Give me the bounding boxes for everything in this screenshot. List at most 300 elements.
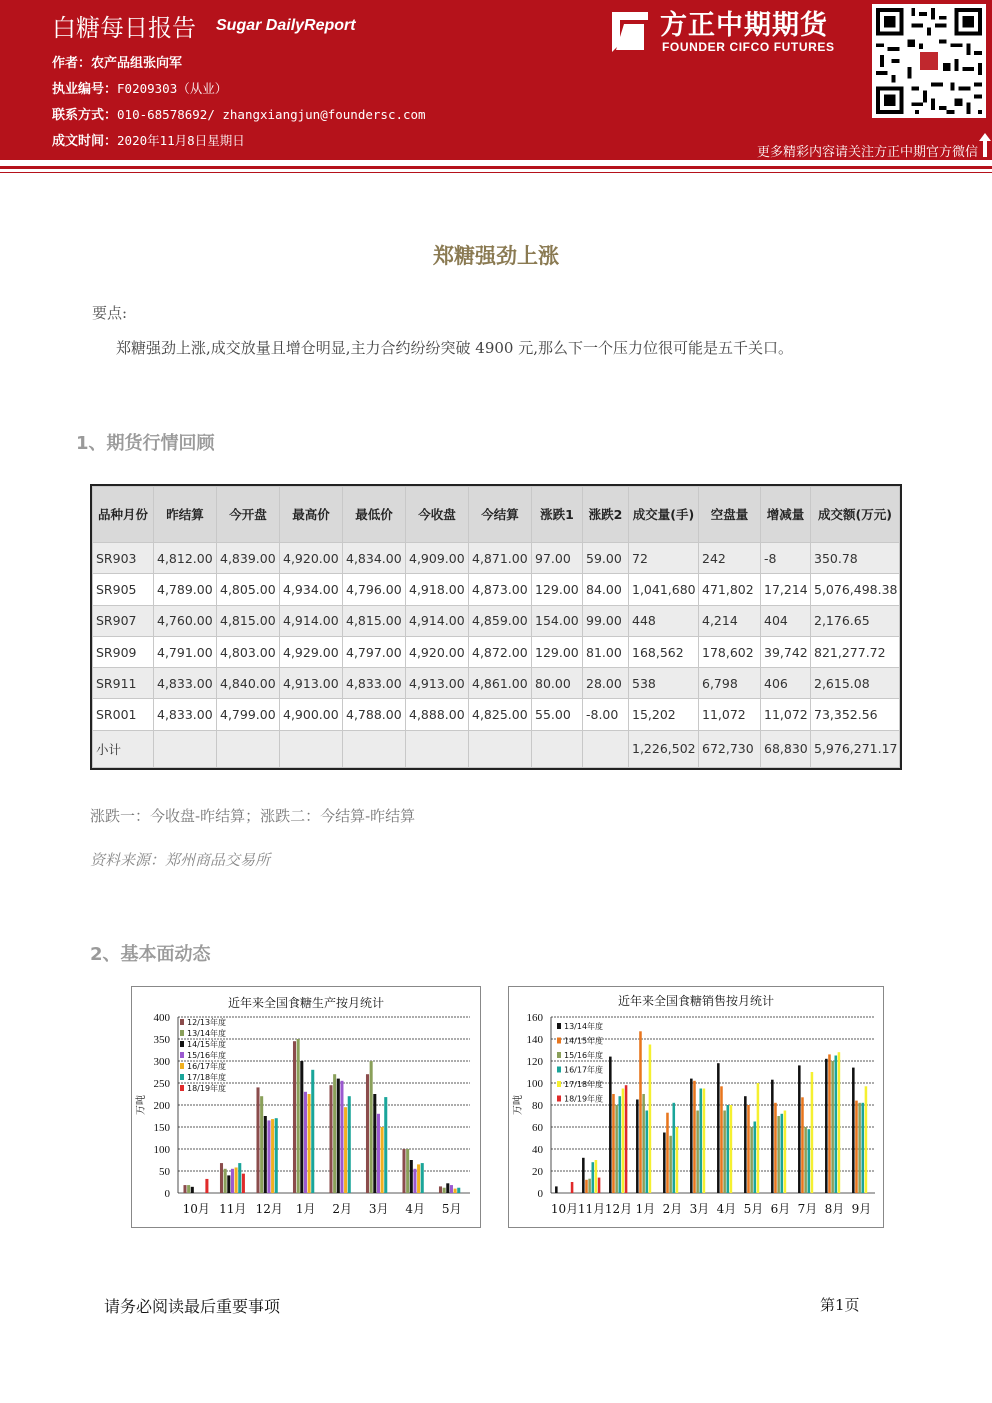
- y-tick-label: 60: [532, 1122, 543, 1134]
- y-tick-label: 0: [164, 1188, 170, 1200]
- page-number: 第1页: [820, 1296, 860, 1314]
- bar: [804, 1127, 807, 1193]
- bar: [297, 1039, 300, 1193]
- table-cell: 17,214: [761, 574, 811, 605]
- bar: [639, 1031, 642, 1193]
- table-cell: 4,918.00: [406, 574, 469, 605]
- bar: [747, 1105, 750, 1193]
- bar: [646, 1111, 649, 1194]
- chart-title: 近年来全国食糖销售按月统计: [617, 994, 775, 1008]
- x-tick-label: 11月: [219, 1202, 247, 1216]
- bar: [676, 1127, 679, 1193]
- table-cell: 4,812.00: [154, 543, 217, 574]
- bar: [373, 1094, 376, 1193]
- bar: [205, 1179, 208, 1193]
- x-tick-label: 11月: [577, 1202, 606, 1216]
- contact-line: 联系方式：010-68578692/ zhangxiangjun@foundersc.com: [52, 107, 426, 123]
- bar: [801, 1097, 804, 1193]
- table-cell: 4,888.00: [406, 699, 469, 730]
- bar: [406, 1149, 409, 1193]
- legend-label: 13/14年度: [187, 1029, 227, 1038]
- table-cell: [583, 730, 629, 767]
- table-cell: 11,072: [761, 699, 811, 730]
- table-cell: 6,798: [699, 668, 761, 699]
- bar: [649, 1045, 652, 1194]
- table-cell: 15,202: [629, 699, 699, 730]
- table-cell: [217, 730, 280, 767]
- bar: [410, 1160, 413, 1193]
- bar: [754, 1122, 757, 1194]
- table-cell: [154, 730, 217, 767]
- report-header: [0, 0, 992, 160]
- bar: [304, 1092, 307, 1193]
- column-header: 今开盘: [217, 487, 280, 543]
- bar: [757, 1083, 760, 1193]
- table-cell: -8.00: [583, 699, 629, 730]
- legend-label: 18/19年度: [187, 1084, 227, 1093]
- table-cell: 4,825.00: [469, 699, 532, 730]
- bar: [774, 1103, 777, 1193]
- legend-swatch: [557, 1096, 561, 1102]
- bar: [619, 1096, 622, 1193]
- table-cell: 2,176.65: [811, 605, 900, 636]
- bar: [720, 1086, 723, 1193]
- bar: [808, 1129, 811, 1193]
- bar: [370, 1061, 373, 1193]
- bar: [717, 1063, 720, 1193]
- bar: [413, 1169, 416, 1193]
- bar: [439, 1186, 442, 1193]
- table-cell: 178,602: [699, 636, 761, 667]
- table-cell: 4,929.00: [280, 636, 343, 667]
- y-tick-label: 200: [153, 1100, 170, 1112]
- bar: [231, 1169, 234, 1193]
- bar: [220, 1163, 223, 1193]
- x-tick-label: 2月: [662, 1202, 683, 1216]
- y-axis-label: 万吨: [136, 1095, 147, 1115]
- legend-label: 16/17年度: [564, 1065, 604, 1075]
- legend-label: 12/13年度: [187, 1018, 227, 1027]
- table-cell: 97.00: [532, 543, 583, 574]
- table-cell: 28.00: [583, 668, 629, 699]
- table-cell: 4,909.00: [406, 543, 469, 574]
- table-row: [93, 699, 900, 730]
- bar: [340, 1081, 343, 1193]
- column-header: 昨结算: [154, 487, 217, 543]
- bar: [275, 1118, 278, 1193]
- bar: [402, 1149, 405, 1193]
- x-tick-label: 1月: [295, 1202, 316, 1216]
- legend-swatch: [557, 1052, 561, 1058]
- chart-title: 近年来全国食糖生产按月统计: [227, 996, 385, 1010]
- bar: [235, 1167, 238, 1193]
- table-cell: 4,840.00: [217, 668, 280, 699]
- table-cell: 4,760.00: [154, 605, 217, 636]
- bar: [777, 1116, 780, 1193]
- y-tick-label: 50: [159, 1166, 170, 1178]
- contract-cell: SR001: [93, 699, 154, 730]
- y-axis-label: 万吨: [513, 1095, 524, 1115]
- bar: [191, 1187, 194, 1193]
- bar: [744, 1096, 747, 1193]
- bar: [421, 1163, 424, 1193]
- table-cell: 80.00: [532, 668, 583, 699]
- bar: [862, 1103, 865, 1193]
- bar: [585, 1180, 588, 1193]
- bar: [838, 1052, 841, 1193]
- table-cell: 4,799.00: [217, 699, 280, 730]
- bar: [582, 1158, 585, 1193]
- column-header: 最高价: [280, 487, 343, 543]
- x-tick-label: 12月: [255, 1202, 283, 1216]
- table-cell: 404: [761, 605, 811, 636]
- table-cell: 84.00: [583, 574, 629, 605]
- x-tick-label: 4月: [716, 1202, 737, 1216]
- legend-swatch: [180, 1063, 184, 1069]
- bar: [224, 1169, 227, 1193]
- column-header: 涨跌1: [532, 487, 583, 543]
- y-tick-label: 160: [526, 1012, 543, 1024]
- bar: [381, 1127, 384, 1193]
- column-header: 品种月份: [93, 487, 154, 543]
- column-header: 今结算: [469, 487, 532, 543]
- bar: [271, 1119, 274, 1193]
- bar: [727, 1105, 730, 1193]
- table-cell: 4,914.00: [406, 605, 469, 636]
- column-header: 空盘量: [699, 487, 761, 543]
- table-cell: 4,803.00: [217, 636, 280, 667]
- x-tick-label: 2月: [332, 1202, 353, 1216]
- x-tick-label: 4月: [405, 1202, 426, 1216]
- table-cell: 4,805.00: [217, 574, 280, 605]
- author-line: 作者：农产品组张向军: [52, 56, 183, 71]
- author-name: 农产品组张向军: [91, 56, 183, 71]
- legend-label: 17/18年度: [187, 1073, 227, 1082]
- table-cell: -8: [761, 543, 811, 574]
- bar: [256, 1087, 259, 1193]
- bar: [855, 1101, 858, 1193]
- legend-swatch: [180, 1052, 184, 1058]
- bar: [622, 1089, 625, 1194]
- bar: [615, 1105, 618, 1193]
- x-tick-label: 10月: [182, 1202, 210, 1216]
- table-cell: 242: [699, 543, 761, 574]
- table-cell: 448: [629, 605, 699, 636]
- table-cell: 81.00: [583, 636, 629, 667]
- date-line: 成文时间：2020年11月8日星期日: [52, 133, 245, 149]
- table-cell: 1,041,680: [629, 574, 699, 605]
- bar: [811, 1072, 814, 1193]
- y-tick-label: 100: [526, 1078, 543, 1090]
- y-tick-label: 20: [532, 1166, 543, 1178]
- table-cell: 39,742: [761, 636, 811, 667]
- legend-swatch: [180, 1019, 184, 1025]
- table-header-row: [93, 487, 900, 543]
- y-tick-label: 250: [153, 1078, 170, 1090]
- table-cell: 68,830: [761, 730, 811, 767]
- legend-label: 13/14年度: [564, 1022, 604, 1031]
- table-cell: 821,277.72: [811, 636, 900, 667]
- bar: [227, 1175, 230, 1193]
- bar: [858, 1103, 861, 1193]
- bar: [642, 1094, 645, 1193]
- x-tick-label: 10月: [550, 1202, 579, 1216]
- bar: [457, 1188, 460, 1193]
- table-cell: 4,859.00: [469, 605, 532, 636]
- table-cell: [406, 730, 469, 767]
- table-cell: 4,833.00: [154, 668, 217, 699]
- bar: [636, 1100, 639, 1194]
- contract-cell: SR909: [93, 636, 154, 667]
- table-cell: 72: [629, 543, 699, 574]
- sugar-sales-chart: [508, 986, 884, 1228]
- y-tick-label: 0: [537, 1188, 543, 1200]
- contract-cell: 小计: [93, 730, 154, 767]
- chart-canvas: [509, 987, 883, 1227]
- bar: [443, 1188, 446, 1193]
- key-points-label: 要点:: [92, 304, 128, 322]
- sugar-production-chart: [131, 986, 481, 1228]
- table-cell: 73,352.56: [811, 699, 900, 730]
- report-subtitle: Sugar DailyReport: [216, 17, 356, 34]
- license-number: F0209303（从业）: [117, 81, 228, 96]
- bar: [311, 1070, 314, 1193]
- table-cell: 4,833.00: [154, 699, 217, 730]
- bar: [673, 1103, 676, 1193]
- bar: [366, 1074, 369, 1193]
- contract-cell: SR905: [93, 574, 154, 605]
- bar: [669, 1136, 672, 1193]
- bar: [865, 1086, 868, 1193]
- y-tick-label: 150: [153, 1122, 170, 1134]
- legend-label: 18/19年度: [564, 1094, 604, 1104]
- x-tick-label: 3月: [368, 1202, 389, 1216]
- table-cell: 55.00: [532, 699, 583, 730]
- futures-quote-table: [90, 484, 902, 770]
- bar: [831, 1061, 834, 1193]
- x-tick-label: 1月: [635, 1202, 656, 1216]
- table-note-definitions: 涨跌一：今收盘-昨结算；涨跌二：今结算-昨结算: [90, 807, 416, 825]
- section-heading-futures-review: 1、期货行情回顾: [76, 433, 215, 454]
- table-row: [93, 636, 900, 667]
- table-cell: 4,914.00: [280, 605, 343, 636]
- column-header: 成交额(万元): [811, 487, 900, 543]
- table-cell: 129.00: [532, 636, 583, 667]
- bar: [612, 1094, 615, 1193]
- table-cell: 4,796.00: [343, 574, 406, 605]
- legend-label: 14/15年度: [564, 1036, 604, 1046]
- header-divider-thin: [0, 172, 992, 173]
- bar: [337, 1079, 340, 1193]
- table-cell: 2,615.08: [811, 668, 900, 699]
- bar: [828, 1054, 831, 1193]
- license-line: 执业编号：F0209303（从业）: [52, 81, 228, 97]
- legend-swatch: [557, 1038, 561, 1044]
- table-cell: 4,833.00: [343, 668, 406, 699]
- bar: [666, 1113, 669, 1193]
- x-tick-label: 7月: [797, 1202, 818, 1216]
- bar: [730, 1105, 733, 1193]
- table-cell: 4,797.00: [343, 636, 406, 667]
- column-header: 成交量(手): [629, 487, 699, 543]
- y-tick-label: 140: [526, 1034, 543, 1046]
- table-cell: [280, 730, 343, 767]
- bar: [446, 1183, 449, 1193]
- bar: [703, 1089, 706, 1194]
- bar: [723, 1111, 726, 1194]
- column-header: 最低价: [343, 487, 406, 543]
- legend-swatch: [180, 1041, 184, 1047]
- x-tick-label: 5月: [441, 1202, 462, 1216]
- bar: [595, 1160, 598, 1193]
- table-row: [93, 605, 900, 636]
- table-cell: 4,214: [699, 605, 761, 636]
- header-divider: [0, 166, 992, 169]
- table-cell: 4,913.00: [406, 668, 469, 699]
- chart-canvas: [132, 987, 480, 1227]
- y-tick-label: 100: [153, 1144, 170, 1156]
- bar: [750, 1127, 753, 1193]
- data-source-note: 资料来源：郑州商品交易所: [90, 851, 271, 869]
- bar: [784, 1111, 787, 1194]
- table-cell: 4,920.00: [406, 636, 469, 667]
- bar: [852, 1068, 855, 1193]
- bar: [700, 1089, 703, 1194]
- quote-table-grid: [92, 486, 900, 768]
- brand-name-en: FOUNDER CIFCO FUTURES: [662, 40, 835, 54]
- table-cell: 154.00: [532, 605, 583, 636]
- bar: [690, 1079, 693, 1193]
- bar: [609, 1057, 612, 1193]
- table-cell: 5,076,498.38: [811, 574, 900, 605]
- y-tick-label: 40: [532, 1144, 543, 1156]
- column-header: 今收盘: [406, 487, 469, 543]
- legend-swatch: [557, 1023, 561, 1029]
- legend-label: 15/16年度: [564, 1051, 604, 1060]
- x-tick-label: 12月: [604, 1202, 633, 1216]
- table-row: [93, 730, 900, 767]
- bar: [417, 1164, 420, 1193]
- bar: [571, 1182, 574, 1193]
- table-cell: 4,913.00: [280, 668, 343, 699]
- table-cell: 4,815.00: [217, 605, 280, 636]
- bar: [696, 1111, 699, 1194]
- legend-swatch: [557, 1081, 561, 1087]
- bar: [300, 1061, 303, 1193]
- table-cell: [469, 730, 532, 767]
- table-row: [93, 543, 900, 574]
- wechat-qr-code-icon[interactable]: [872, 4, 986, 118]
- table-cell: 4,815.00: [343, 605, 406, 636]
- bar: [238, 1163, 241, 1193]
- footer-disclaimer: 请务必阅读最后重要事项: [104, 1297, 281, 1316]
- table-cell: 4,872.00: [469, 636, 532, 667]
- contract-cell: SR907: [93, 605, 154, 636]
- bar: [625, 1085, 628, 1193]
- table-row: [93, 668, 900, 699]
- table-cell: 4,789.00: [154, 574, 217, 605]
- bar: [798, 1065, 801, 1193]
- bar: [588, 1179, 591, 1193]
- bar: [592, 1162, 595, 1193]
- bar: [377, 1114, 380, 1193]
- legend-label: 14/15年度: [187, 1040, 227, 1049]
- bar: [663, 1133, 666, 1194]
- x-tick-label: 9月: [851, 1202, 872, 1216]
- bar: [771, 1080, 774, 1193]
- table-cell: [343, 730, 406, 767]
- table-cell: 471,802: [699, 574, 761, 605]
- x-tick-label: 6月: [770, 1202, 791, 1216]
- table-cell: 350.78: [811, 543, 900, 574]
- report-title: 白糖每日报告: [52, 14, 196, 42]
- bar: [264, 1116, 267, 1193]
- bar: [454, 1189, 457, 1193]
- table-cell: 11,072: [699, 699, 761, 730]
- table-cell: 406: [761, 668, 811, 699]
- table-cell: 4,920.00: [280, 543, 343, 574]
- table-cell: [532, 730, 583, 767]
- table-cell: 4,839.00: [217, 543, 280, 574]
- table-cell: 129.00: [532, 574, 583, 605]
- table-cell: 672,730: [699, 730, 761, 767]
- arrow-up-icon: [978, 132, 992, 158]
- legend-swatch: [557, 1067, 561, 1073]
- legend-swatch: [180, 1074, 184, 1080]
- legend-label: 16/17年度: [187, 1062, 227, 1071]
- wechat-follow-note: 更多精彩内容请关注方正中期官方微信: [756, 145, 978, 160]
- bar: [329, 1085, 332, 1193]
- table-cell: 4,934.00: [280, 574, 343, 605]
- bar: [333, 1074, 336, 1193]
- legend-label: 17/18年度: [564, 1080, 604, 1089]
- table-cell: 4,834.00: [343, 543, 406, 574]
- bar: [348, 1096, 351, 1193]
- brand-name-cn: 方正中期期货: [660, 10, 828, 41]
- table-cell: 99.00: [583, 605, 629, 636]
- bar: [242, 1174, 245, 1193]
- bar: [450, 1185, 453, 1193]
- bar: [183, 1185, 186, 1193]
- table-cell: 168,562: [629, 636, 699, 667]
- x-tick-label: 5月: [743, 1202, 764, 1216]
- x-tick-label: 3月: [689, 1202, 710, 1216]
- section-heading-fundamentals: 2、基本面动态: [90, 944, 211, 965]
- bar: [293, 1041, 296, 1193]
- contract-cell: SR903: [93, 543, 154, 574]
- bar: [835, 1056, 838, 1194]
- bar: [384, 1097, 387, 1193]
- report-date: 2020年11月8日星期日: [117, 133, 245, 148]
- table-cell: 4,788.00: [343, 699, 406, 730]
- table-cell: 1,226,502: [629, 730, 699, 767]
- table-cell: 4,900.00: [280, 699, 343, 730]
- legend-label: 15/16年度: [187, 1051, 227, 1060]
- document-title: 郑糖强劲上涨: [433, 244, 559, 268]
- bar: [187, 1185, 190, 1193]
- y-tick-label: 80: [532, 1100, 543, 1112]
- table-cell: 5,976,271.17: [811, 730, 900, 767]
- table-row: [93, 574, 900, 605]
- table-cell: 59.00: [583, 543, 629, 574]
- bar: [598, 1178, 601, 1193]
- bar: [693, 1081, 696, 1193]
- key-points-body: 郑糖强劲上涨,成交放量且增仓明显,主力合约纷纷突破 4900 元,那么下一个压力位很可能是五千关口。: [116, 339, 794, 357]
- contract-cell: SR911: [93, 668, 154, 699]
- bar: [781, 1114, 784, 1193]
- column-header: 增减量: [761, 487, 811, 543]
- legend-swatch: [180, 1030, 184, 1036]
